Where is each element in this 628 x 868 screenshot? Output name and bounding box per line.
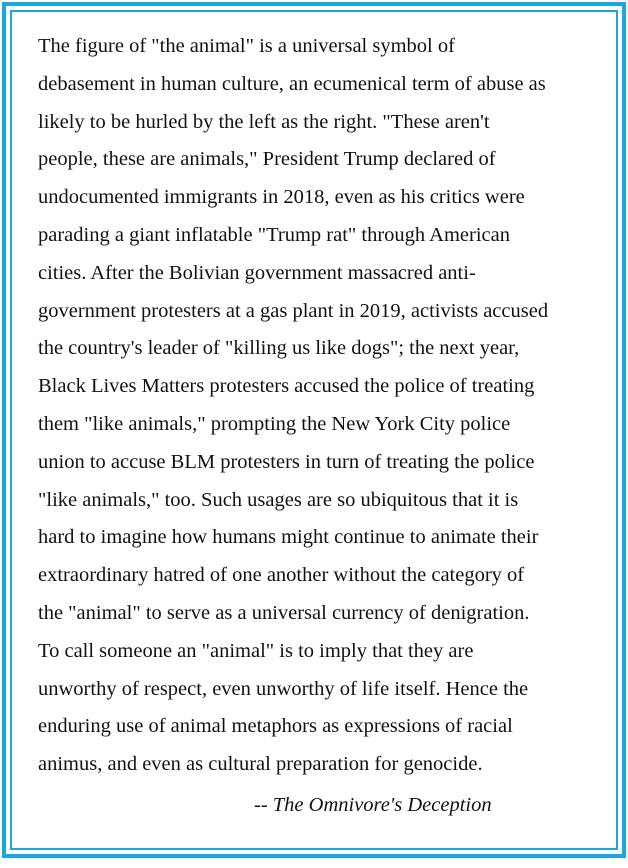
quote-line: likely to be hurled by the left as the right. "These aren't — [38, 110, 490, 133]
quote-line: animus, and even as cultural preparation for genocide. — [38, 753, 483, 776]
quote-line: parading a giant inflatable "Trump rat" through American — [38, 223, 510, 246]
quote-line: enduring use of animal metaphors as expressions of racial — [38, 715, 513, 738]
quote-line: hard to imagine how humans might continue to animate their — [38, 526, 539, 549]
quote-line: debasement in human culture, an ecumenical term of abuse as — [38, 72, 546, 95]
source-title: The Omnivore's Deception — [272, 794, 492, 816]
quote-line: "like animals," too. Such usages are so ubiquitous that it is — [38, 488, 519, 511]
quote-body — [38, 28, 590, 784]
quote-line: people, these are animals," President Trump declared of — [38, 148, 496, 171]
quote-line: the country's leader of "killing us like dogs"; the next year, — [38, 337, 520, 360]
quote-line: them "like animals," prompting the New York City police — [38, 412, 511, 435]
attribution — [254, 787, 492, 825]
quote-line: To call someone an "animal" is to imply that they are — [38, 639, 474, 662]
quote-line: cities. After the Bolivian government massacred anti- — [38, 261, 476, 284]
quote-line: The figure of "the animal" is a universal symbol of — [38, 35, 455, 57]
quote-line: Black Lives Matters protesters accused the police of treating — [38, 375, 535, 398]
quote-line: government protesters at a gas plant in 2019, activists accused — [38, 299, 549, 322]
quote-line: unworthy of respect, even unworthy of life itself. Hence the — [38, 677, 529, 700]
quote-line: extraordinary hatred of one another without the category of — [38, 564, 525, 587]
quote-line: the "animal" to serve as a universal currency of denigration. — [38, 601, 530, 624]
quote-line: union to accuse BLM protesters in turn of treating the police — [38, 450, 535, 473]
attribution-prefix: -- — [254, 794, 273, 816]
quote-line: undocumented immigrants in 2018, even as his critics were — [38, 186, 525, 209]
